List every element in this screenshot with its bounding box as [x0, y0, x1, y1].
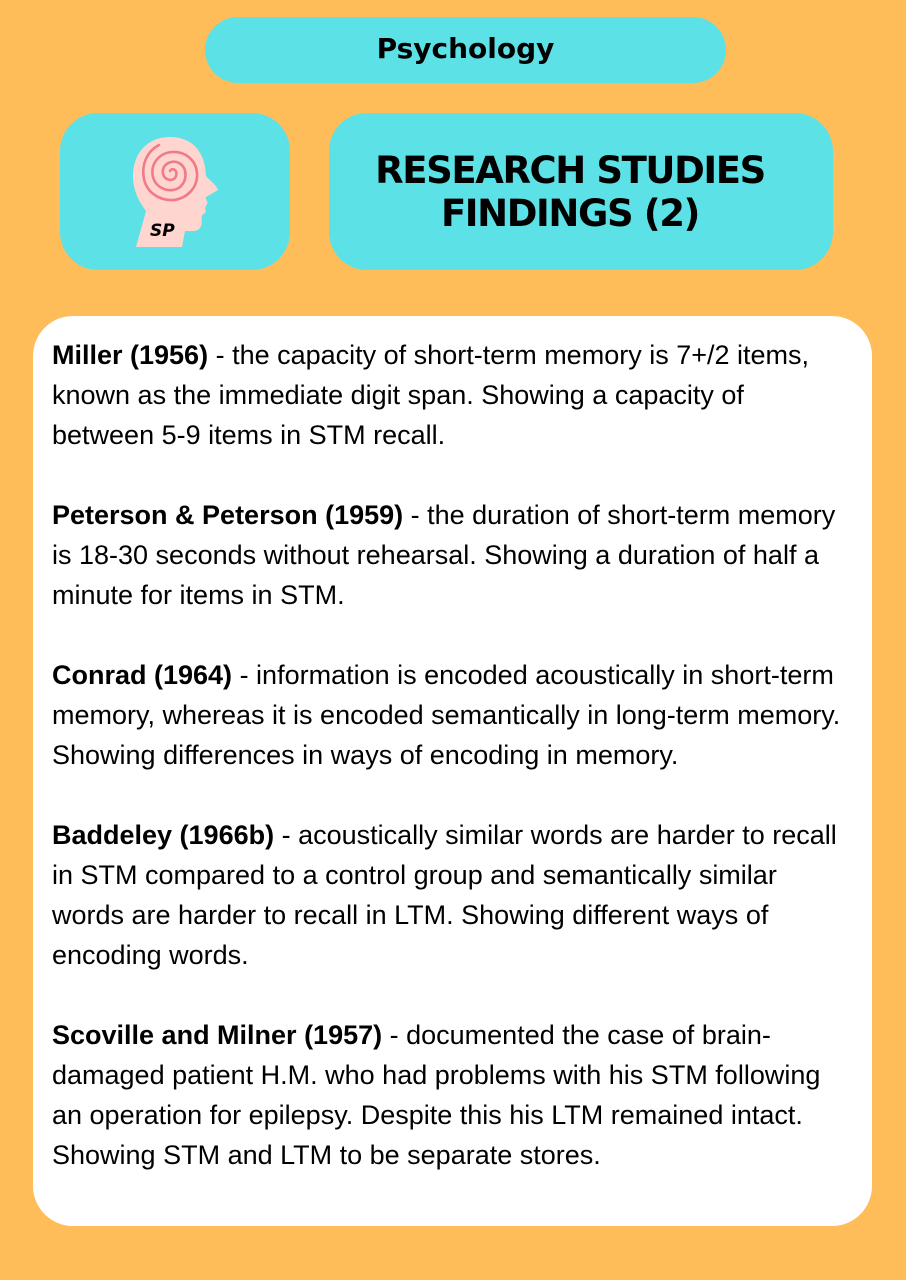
finding-miller: [52, 335, 852, 455]
study-name: Baddeley (1966b): [52, 820, 275, 850]
study-name: Peterson & Peterson (1959): [52, 500, 404, 530]
subject-label: Psychology: [376, 31, 555, 65]
findings-card: [33, 316, 872, 1226]
title-box: [329, 113, 833, 270]
logo-box: [60, 113, 290, 270]
finding-baddeley: [52, 815, 852, 975]
study-name: Scoville and Milner (1957): [52, 1020, 383, 1050]
finding-conrad: [52, 655, 852, 775]
finding-peterson: [52, 495, 852, 615]
study-description: - information is encoded acoustically in short-term memory, whereas it is encoded semantically in long-term memory. Showing differences in ways of encoding in memory.: [52, 660, 841, 770]
finding-scoville-milner: [52, 1015, 852, 1175]
study-name: Conrad (1964): [52, 660, 233, 690]
study-description: - the duration of short-term memory is 18-30 seconds without rehearsal. Showing a duration of half a minute for items in STM.: [52, 500, 836, 610]
study-name: Miller (1956): [52, 340, 209, 370]
study-description: - the capacity of short-term memory is 7+/2 items, known as the immediate digit span. Showing a capacity of between 5-9 items in STM recall.: [52, 340, 810, 450]
page-title: [375, 149, 765, 235]
head-spiral-icon: [130, 133, 220, 251]
head-silhouette: [133, 137, 218, 247]
study-description: - acoustically similar words are harder to recall in STM compared to a control group and semantically similar words are harder to recall in LTM. Showing different ways of encoding words.: [52, 820, 837, 970]
subject-pill: [205, 17, 726, 83]
study-description: - documented the case of brain-damaged patient H.M. who had problems with his STM following an operation for epilepsy. Despite this his LTM remained intact. Showing STM and LTM to be separate stores.: [52, 1020, 821, 1170]
logo-initials: SP: [150, 221, 175, 241]
title-line-1: RESEARCH STUDIES: [375, 148, 765, 192]
title-line-2: FINDINGS (2): [440, 191, 700, 235]
